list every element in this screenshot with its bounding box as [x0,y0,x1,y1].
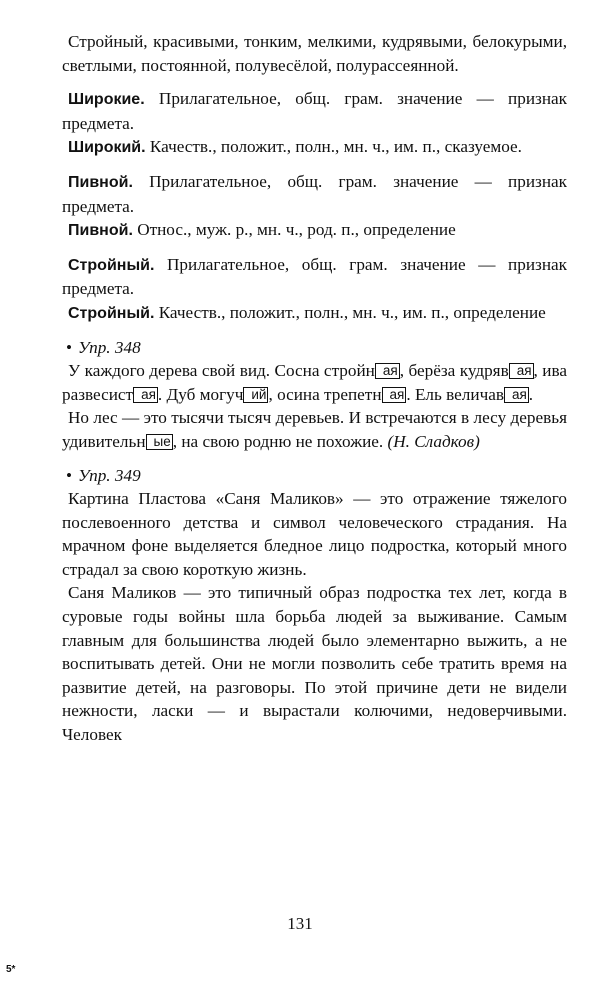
exercise-paragraph [62,406,567,453]
ending-box: ая [375,363,400,379]
bullet-icon: • [66,337,73,357]
analysis-word: Стройный. [68,256,155,274]
text-run: У каждого дерева свой вид. Сосна стройн [68,361,375,381]
exercise-heading-348 [66,336,567,360]
ending-box: ая [382,387,407,403]
exercise-title: Упр. 348 [78,337,141,357]
exercise-title: Упр. 349 [78,465,141,485]
analysis-word: Стройный. [68,304,155,322]
analysis-line [62,253,567,301]
analysis-line [62,170,567,218]
analysis-text: Прилагательное, общ. грам. значение — признак предмета. [62,89,567,133]
analysis-text: Относ., муж. р., мн. ч., род. п., определение [132,220,456,240]
text-run: , осина трепетн [268,384,382,404]
analysis-line [62,301,567,326]
exercise-paragraph [62,359,567,406]
author-credit: (Н. Сладков) [387,431,480,451]
signature-mark: 5* [6,964,16,975]
text-run: , берёза кудряв [399,361,509,381]
exercise-heading-349 [66,464,567,488]
text-run: . Ель величав [406,384,504,404]
analysis-word: Пивной. [68,222,133,240]
page-text [62,30,567,747]
ending-box: ая [133,387,158,403]
analysis-word: Широкие. [68,91,145,109]
exercise-paragraph: Картина Пластова «Саня Маликов» — это отражение тяжелого послевоенного детства и символ человеческого страдания. На мрачном фоне выделяется бледное лицо подростка, который много страдал за свою короткую жизнь. [62,489,567,579]
text-run: . Дуб могуч [157,384,244,404]
analysis-line [62,218,567,243]
page-number: 131 [287,914,313,933]
text-run: , ива развесист [62,361,568,404]
ending-box: ые [146,434,173,450]
analysis-line [62,135,567,160]
analysis-text: Прилагательное, общ. грам. значение — признак предмета. [62,254,567,299]
ending-box: ая [504,387,529,403]
paragraph-word-list: Стройный, красивыми, тонким, мелкими, кудрявыми, белокурыми, светлыми, постоянной, полувесёлой, полурассеянной. [62,32,567,75]
analysis-text: Качеств., положит., полн., мн. ч., им. п., определение [154,302,546,322]
analysis-word: Широкий. [68,139,146,157]
text-run: , на свою родню не похожие. [172,431,384,451]
analysis-line [62,87,567,135]
ending-box: ий [243,387,268,403]
analysis-text: Качеств., положит., полн., мн. ч., им. п., сказуемое. [145,137,522,157]
analysis-word: Пивной. [68,173,133,191]
ending-box: ая [509,363,534,379]
analysis-text: Прилагательное, общ. грам. значение — признак предмета. [62,171,567,216]
bullet-icon: • [66,465,73,485]
exercise-paragraph: Саня Маликов — это типичный образ подростка тех лет, когда в суровые годы войны шла борьба людей за выживание. Самым главным для большинства людей было элементарно выжить, а не воспитывать детей. Они не могли позволить себе тратить время на развитие детей, на разговоры. По этой причине дети не видели нежности, ласки — и вырастали колючими, недоверчивыми. Человек [62,583,567,745]
text-run: . [528,384,534,404]
text-run: Но лес — это тысячи тысяч деревьев. И встречаются в лесу деревья удивительн [62,408,567,451]
